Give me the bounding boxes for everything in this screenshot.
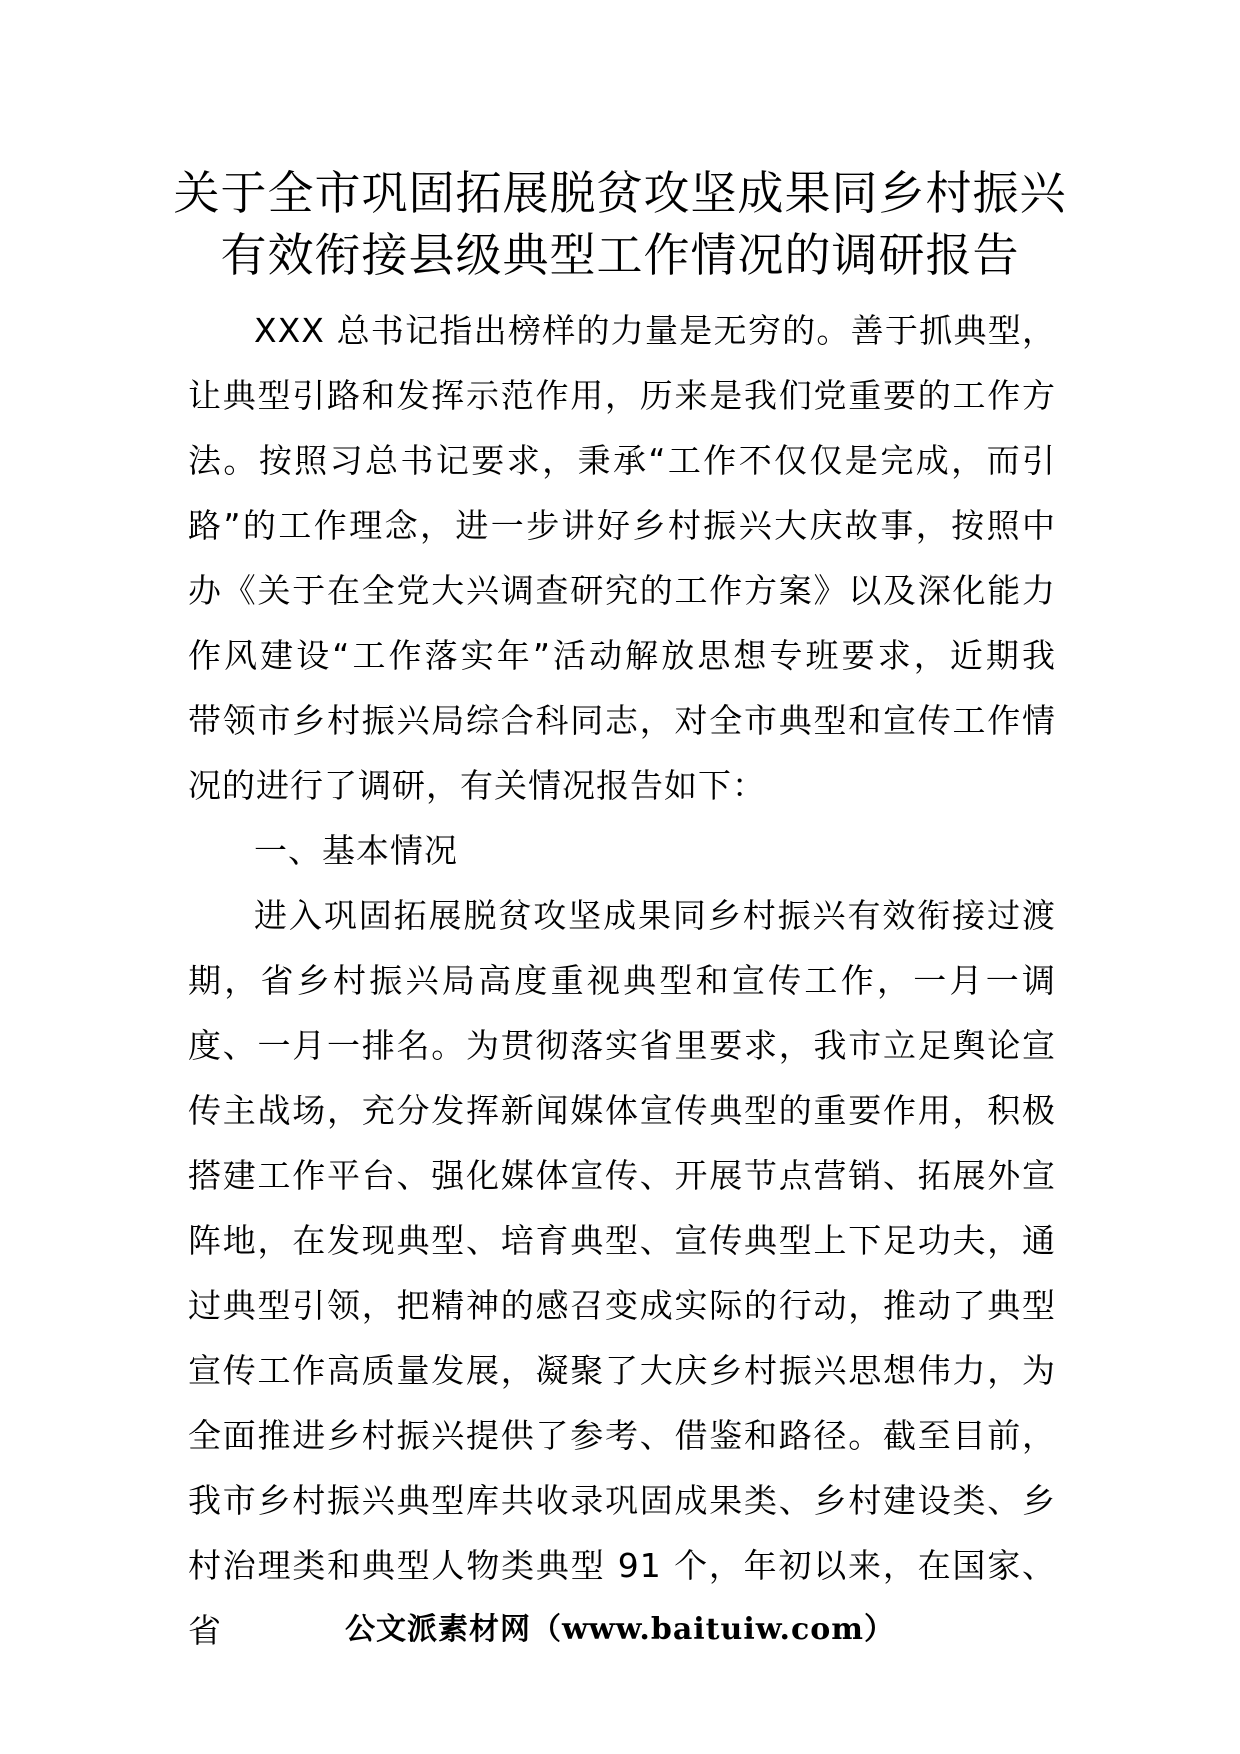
paragraph-2-line: 期，省乡村振兴局高度重视典型和宣传工作，一月一调 <box>188 961 1056 1000</box>
paragraph-2-line: 进入巩固拓展脱贫攻坚成果同乡村振兴有效衔接过渡 <box>254 896 1056 935</box>
paragraph-1-line: XXX 总书记指出榜样的力量是无穷的。善于抓典型， <box>254 311 1056 350</box>
paragraph-1-line: 况的进行了调研，有关情况报告如下： <box>188 766 766 805</box>
paragraph-2-line: 村治理类和典型人物类典型 91 个，年初以来，在国家、省 <box>188 1546 1056 1650</box>
paragraph-2-line: 搭建工作平台、强化媒体宣传、开展节点营销、拓展外宣 <box>188 1156 1056 1195</box>
paragraph-2-line: 全面推进乡村振兴提供了参考、借鉴和路径。截至目前， <box>188 1416 1056 1455</box>
paragraph-2-line: 阵地，在发现典型、培育典型、宣传典型上下足功夫，通 <box>188 1221 1056 1260</box>
paragraph-2-line: 我市乡村振兴典型库共收录巩固成果类、乡村建设类、乡 <box>188 1481 1056 1520</box>
document-title <box>150 162 1090 286</box>
paragraph-2-line: 传主战场，充分发挥新闻媒体宣传典型的重要作用，积极 <box>188 1091 1056 1130</box>
paragraph-1-line: 带领市乡村振兴局综合科同志，对全市典型和宣传工作情 <box>188 701 1056 740</box>
paragraph-1-line: 路”的工作理念，进一步讲好乡村振兴大庆故事，按照中 <box>188 506 1056 545</box>
paragraph-2-line: 度、一月一排名。为贯彻落实省里要求，我市立足舆论宣 <box>188 1026 1056 1065</box>
paragraph-1-line: 办《关于在全党大兴调查研究的工作方案》以及深化能力 <box>188 571 1056 610</box>
footer-watermark-text: 公文派素材网（www.baituiw.com） <box>344 1612 896 1647</box>
section-heading: 一、基本情况 <box>254 831 458 870</box>
paragraph-1-line: 作风建设“工作落实年”活动解放思想专班要求，近期我 <box>188 636 1056 675</box>
title-line-2: 有效衔接县级典型工作情况的调研报告 <box>220 228 1020 282</box>
paragraph-1-line: 法。按照习总书记要求，秉承“工作不仅仅是完成，而引 <box>188 441 1056 480</box>
title-line-1: 关于全市巩固拓展脱贫攻坚成果同乡村振兴 <box>173 166 1067 220</box>
paragraph-2-line: 宣传工作高质量发展，凝聚了大庆乡村振兴思想伟力，为 <box>188 1351 1056 1390</box>
paragraph-1-line: 让典型引路和发挥示范作用，历来是我们党重要的工作方 <box>188 376 1056 415</box>
paragraph-2-line: 过典型引领，把精神的感召变成实际的行动，推动了典型 <box>188 1286 1056 1325</box>
